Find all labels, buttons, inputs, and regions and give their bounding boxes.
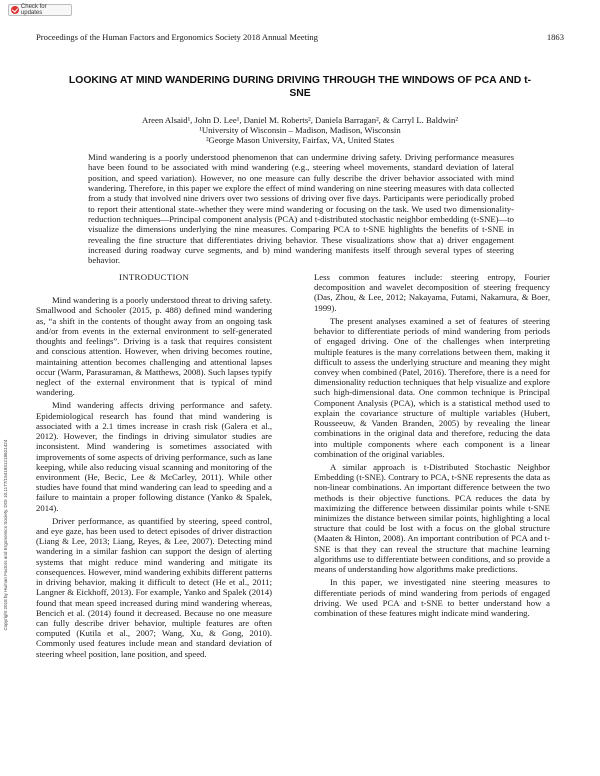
affiliation-1: ¹University of Wisconsin – Madison, Madison, Wisconsin (199, 125, 401, 136)
paragraph: Mind wandering is a poorly understood threat to driving safety. Smallwood and Schooler (2015, p. 488) defined mind wandering as, “a shift in the contents of thought away from an ongoing task and/or from events in the external environment to self-generated thoughts and feelings”. Driving is a task that requires consistent and conscious attention. However, when driving becomes routine, maintaining attention becomes challenging and attentional lapses occur (Warm, Parasuraman, & Matthews, 2008). Such lapses typify neglect of the external environment that is typical of mind wandering. (36, 295, 272, 398)
left-column (36, 272, 272, 662)
paragraph: Less common features include: steering entropy, Fourier decomposition and wavelet decomposition of steering frequency (Das, Zhou, & Lee, 2012; Nakayama, Futami, Nakamura, & Boer, 1999). (314, 272, 550, 313)
paper-title: LOOKING AT MIND WANDERING DURING DRIVING THROUGH THE WINDOWS OF PCA AND t-SNE (68, 75, 532, 99)
paragraph: Mind wandering affects driving performance and safety. Epidemiological research has found that mind wandering is associated with a 2.1 times increase in crash risk (Galera et al., 2012). However, the findings in driving simulator studies are inconsistent. Mind wandering is sometimes associated with improvements of some aspects of driving performance, such as lane keeping, while also reducing visual scanning and monitoring of the environment (He, Becic, Lee & McCarley, 2011). While other studies have found that mind wandering can lead to speeding and a failure to maintain a proper following distance (Yanko & Spalek, 2014). (36, 400, 272, 513)
affiliation-2: ²George Mason University, Fairfax, VA, United States (205, 135, 395, 146)
paragraph: Driver performance, as quantified by steering, speed control, and eye gaze, has been used to detect episodes of driver distraction (Liang & Lee, 2013; Liang, Reyes, & Lee, 2007). Detecting mind wandering in a similar fashion can support the design of alerting systems that might reduce mind wandering and mitigate its consequences. However, mind wandering exhibits different patterns in driving behavior, making it difficult to detect (He et al., 2011; Langner & Eickhoff, 2013). For example, Yanko and Spalek (2014) found that mean speed increased during mind wandering whereas, Bencich et al. (2014) found it decreased. Because no one measure can fully describe driver behavior, multiple features are often computed (Kutila et al., 2007; Wang, Xu, & Gong, 2010). Commonly used features include mean and standard deviation of steering wheel position, lane position, and speed. (36, 515, 272, 659)
badge-label: Check for updates (20, 4, 47, 16)
check-icon (11, 6, 19, 14)
author-block (60, 115, 540, 146)
section-heading-introduction: INTRODUCTION (118, 272, 190, 282)
paragraph: The present analyses examined a set of features of steering behavior to differentiate periods of mind wandering from periods of engaged driving. One of the challenges when interpreting multiple features is the many correlations between them, making it difficult to assess the underlying structure and meaning they might convey when combined (Patel, 2016). Therefore, there is a need for dimensionality reduction techniques that help visualize and explore such high-dimensional data. One common technique is Principal Component Analysis (PCA), which is a statistical method used to explain the covariance structure of multiple variables (Hubert, Rousseeuw, & Vanden Branden, 2005) by revealing the linear combinations in the original data and therefore, reducing the data into multiple components where each component is a linear combination of the original variables. (314, 315, 550, 459)
paragraph: A similar approach is t-Distributed Stochastic Neighbor Embedding (t-SNE). Contrary to PCA, t-SNE represents the data as non-linear combinations. An important difference between the two methods is their objective functions. PCA reduces the data by maximizing the difference between dissimilar points while t-SNE minimizes the distance between similar points, highlighting a local structure that could be lost with a focus on the global structure (Maaten & Hinton, 2008). An important contribution of PCA and t-SNE is that they can reveal the structure that machine learning algorithms use to differentiate between conditions, and so provide a means of understanding how algorithms make predictions. (314, 461, 550, 575)
check-for-updates-badge[interactable] (8, 4, 72, 16)
author-names: Areen Alsaid¹, John D. Lee¹, Daniel M. Roberts², Daniela Barragan², & Carryl L. Baldwin² (141, 115, 459, 125)
page-number: 1863 (546, 32, 564, 42)
right-column (314, 272, 550, 621)
copyright-sidebar: Copyright 2018 by Human Factors and Ergonomics Society. DOI 10.1177/1541931218621424 (3, 439, 8, 631)
abstract: Mind wandering is a poorly understood phenomenon that can undermine driving safety. Driving performance measures have been found to be associated with mind wandering (e.g., steering wheel movements, standard deviation of lateral position, and speed variation). However, no one measure can fully describe the driver behavior associated with mind wandering. Therefore, in this paper we explore the effect of mind wandering on nine steering measures with data collected from a study that involved nine drivers over two sessions of driving over five days. Participants were periodically probed to report their attentional state–whether they were mind wandering or focusing on the task. We used two dimensionality-reduction techniques—Principal component analysis (PCA) and t-distributed stochastic neighbor embedding (t-SNE)—to visualize the dimensions underlying the nine measures. Comparing PCA to t-SNE highlights the benefits of t-SNE in revealing the fine structure that differentiates driving behavior. These visualizations show that a) driver engagement increased during roadway curve segments, and b) mind wandering manifests itself through several types of steering behavior. (88, 152, 514, 266)
proceedings-header: Proceedings of the Human Factors and Ergonomics Society 2018 Annual Meeting (36, 32, 318, 42)
paragraph: In this paper, we investigated nine steering measures to differentiate periods of mind wandering from periods of engaged driving. We used PCA and t-SNE to better understand how a combination of these features might indicate mind wandering. (314, 577, 550, 618)
